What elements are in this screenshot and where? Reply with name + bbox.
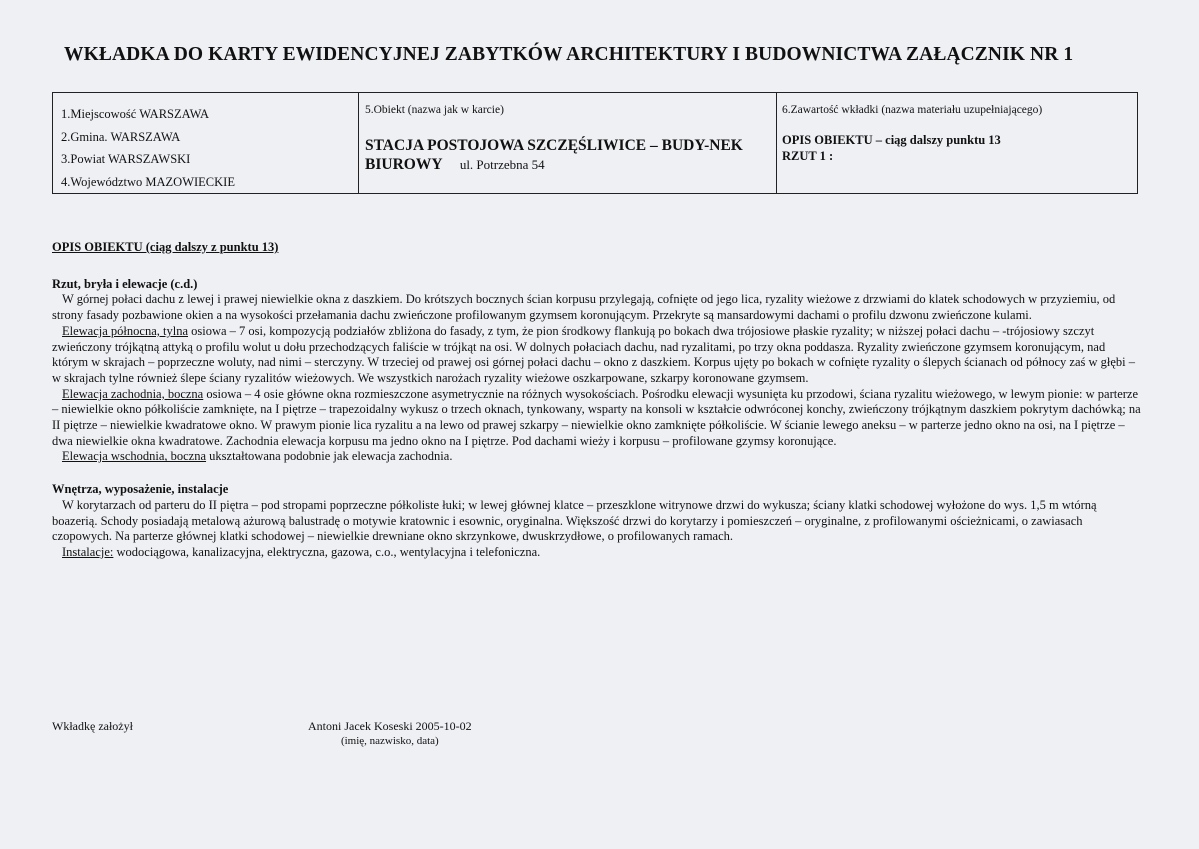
- content-line-1: OPIS OBIEKTU – ciąg dalszy punktu 13: [782, 133, 1001, 147]
- description-body: [52, 240, 1144, 561]
- signature-block: [308, 719, 472, 747]
- location-town: [61, 103, 358, 126]
- installations-label: Instalacje:: [62, 544, 114, 559]
- location-town-label: 1.Miejscowość: [61, 107, 137, 121]
- page-title: WKŁADKA DO KARTY EWIDENCYJNEJ ZABYTKÓW ARCHITEKTURY I BUDOWNICTWA ZAŁĄCZNIK NR 1: [64, 44, 1074, 65]
- location-voivodeship-value: MAZOWIECKIE: [145, 174, 235, 189]
- content-cell: [777, 93, 1137, 193]
- location-cell: [53, 93, 359, 193]
- paragraph-installations: [52, 545, 1144, 561]
- paragraph-east-elevation: [52, 449, 1144, 465]
- author-label: Wkładkę założył: [52, 719, 133, 733]
- north-elevation-label: Elewacja północna, tylna: [62, 323, 188, 338]
- paragraph-west-elevation: [52, 387, 1144, 450]
- location-commune-value: WARSZAWA: [110, 129, 181, 144]
- west-elevation-label: Elewacja zachodnia, boczna: [62, 386, 204, 401]
- west-elevation-text: osiowa – 4 osie główne okna rozmieszczone asymetrycznie na różnych wysokościach. Pośrodku elewacji wysunięta ku przodowi, ściana ryzalitu wieżowego, w lewym pionie: w parterze – niewielkie okno półkoliście zamknięte, na I piętrze – trapezoidalny wykusz o trzech oknach, tynkowany, wsparty na konsoli w kształcie odwróconej konchy, zwieńczony trójkątnym daszkiem pokrytym dachówką; na II piętrze – niewielkie kwadratowe okno. W prawym pionie lica ryzalitu a na lewo od prawej szkarpy – niewielkie okno zamknięte półkoliście. W ścianie lewego aneksu – w parterze jedno okno na osi, na I piętrze – dwa niewielkie okna kwadratowe. Zachodnia elewacja korpusu ma jedno okno na I piętrze. Pod dachami wieży i korpusu – profilowane gzymsy koronujące.: [52, 386, 1141, 448]
- installations-text: wodociągowa, kanalizacyjna, elektryczna, gazowa, c.o., wentylacyjna i telefoniczna.: [113, 544, 541, 559]
- subsection-layout-title: Rzut, bryła i elewacje (c.d.): [52, 276, 198, 291]
- paragraph-interiors: W korytarzach od parteru do II piętra – pod stropami poprzeczne półkoliste łuki; w lewej głównej klatce – przeszklone witrynowe drzwi do wykusza; ściany klatki schodowej wyłożone do wys. 1,5 m wtórną boazerią. Schody posiadają metalową ażurową balustradę o motywie kratownic i esownic, oryginalna. Większość drzwi do korytarzy i pomieszczeń – oryginalne, z profilowanymi ościeżnicami, o zawiasach czopowych. Na parterze głównej klatki schodowej – niewielkie drewniane okno skrzynkowe, dwuskrzydłowe, o profilowanych ramach.: [52, 497, 1097, 544]
- location-commune: [61, 126, 358, 149]
- location-county-label: 3.Powiat: [61, 152, 106, 166]
- location-voivodeship-label: 4.Województwo: [61, 174, 143, 189]
- signature-text: Antoni Jacek Koseski 2005-10-02: [308, 719, 472, 733]
- location-county-value: WARSZAWSKI: [108, 152, 191, 166]
- object-label: 5.Obiekt (nazwa jak w karcie): [365, 104, 504, 116]
- subsection-interiors-title: Wnętrza, wyposażenie, instalacje: [52, 482, 229, 497]
- object-name-block: [365, 136, 776, 174]
- content-line-2: RZUT 1 :: [782, 149, 834, 163]
- paragraph-north-elevation: [52, 324, 1144, 387]
- location-commune-label: 2.Gmina.: [61, 129, 108, 144]
- object-address: ul. Potrzebna 54: [459, 157, 545, 172]
- east-elevation-label: Elewacja wschodnia, boczna: [62, 449, 207, 464]
- content-title: [782, 132, 1137, 164]
- east-elevation-text: ukształtowana podobnie jak elewacja zachodnia.: [206, 449, 453, 464]
- north-elevation-text: osiowa – 7 osi, kompozycją podziałów zbliżona do fasady, z tym, że pion środkowy flankują po bokach dwa trójosiowe płaskie ryzality; w niższej połaci dachu – -trójosiowy szczyt zwieńczony trójkątną attyką o profilu wolut u dołu przechodzących faliście w trójkąt na osi. W dolnych połaciach dachu, nad ryzalitami, po trzy okna poddasza. Ryzality zwieńczone gzymsem koronującym, nad którym w skrajach – poprzeczne woluty, nad nimi – sterczyny. W trzeciej od prawej osi górnej połaci dachu – okno z daszkiem. Korpus ujęty po bokach w cofnięte ryzality o ślepych ścianach od północy zaś w głębi – w skrajach tylne również ślepe ściany ryzalitów wieżowych. We wszystkich narożach ryzality wieżowe oszkarpowane, szkarpy koronowane gzymsem.: [52, 323, 1136, 385]
- paragraph-roof: W górnej połaci dachu z lewej i prawej niewielkie okna z daszkiem. Do krótszych bocznych ścian korpusu przylegają, cofnięte od jego lica, ryzality wieżowe z drzwiami do klatek schodowych w przyziemiu, od strony fasady pozbawione okien a na wysokości przełamania dachu zwieńczone profilowanym gzymsem koronującym. Przekryte są mansardowymi dachami o profilu dzwonu zwieńczone kulami.: [52, 292, 1116, 323]
- spacer: [52, 465, 1144, 482]
- signature-caption: (imię, nazwisko, data): [340, 735, 439, 747]
- header-table: [52, 92, 1138, 194]
- location-town-value: WARSZAWA: [139, 107, 210, 121]
- object-cell: [359, 93, 777, 193]
- location-county: [61, 148, 358, 171]
- content-label: 6.Zawartość wkładki (nazwa materiału uzupełniającego): [782, 104, 1043, 116]
- object-name: STACJA POSTOJOWA SZCZĘŚLIWICE – BUDY-NEK BIUROWY: [365, 137, 743, 173]
- section-title: OPIS OBIEKTU (ciąg dalszy z punktu 13): [52, 240, 279, 254]
- location-voivodeship: [61, 171, 358, 194]
